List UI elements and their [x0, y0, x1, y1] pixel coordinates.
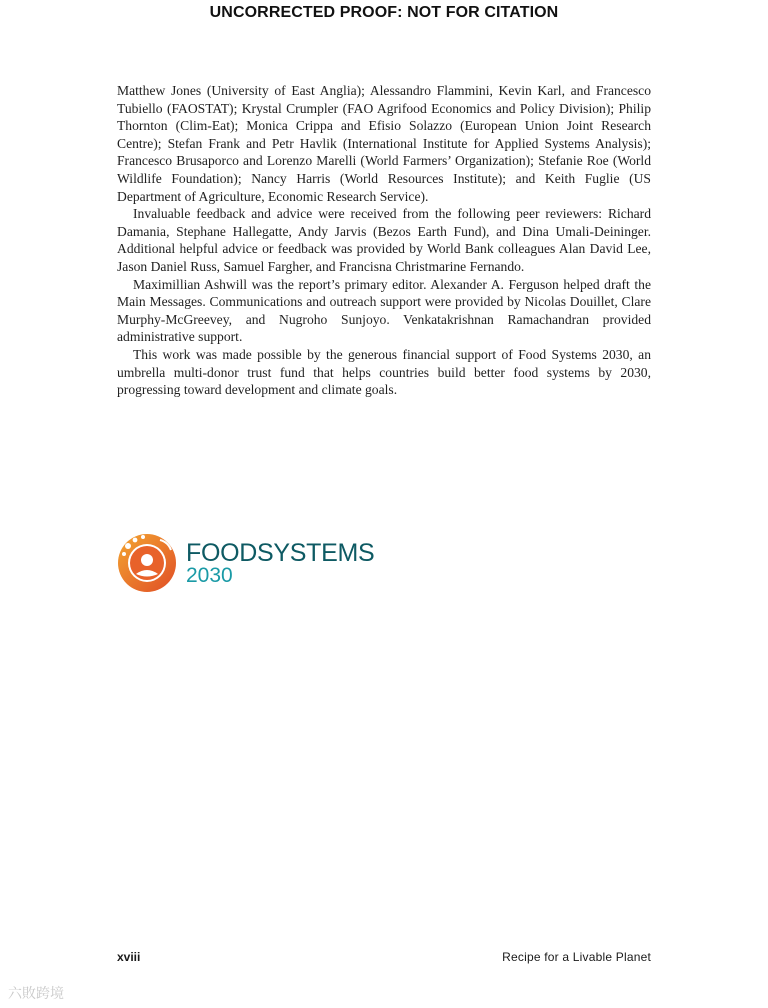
logo-wordmark: FOODSYSTEMS [186, 539, 375, 567]
paragraph-editors: Maximillian Ashwill was the report’s primary editor. Alexander A. Ferguson helped draft the Main Messages. Communications and outreach support were provided by Nicolas Douillet, Clare Murphy-McGreevey, and Nugroho Sunjoyo. Venkatakrishnan Ramachandran provided administrative support. [117, 276, 651, 345]
food-systems-2030-logo [116, 532, 375, 596]
paragraph-contributors: Matthew Jones (University of East Anglia); Alessandro Flammini, Kevin Karl, and Francesco Tubiello (FAOSTAT); Krystal Crumpler (FAO Agrifood Economics and Policy Division); Philip Thornton (Clim-Eat); Monica Crippa and Efisio Solazzo (European Union Joint Research Centre); Stefan Frank and Petr Havlik (International Institute for Applied Systems Analysis); Francesco Brusaporco and Lorenzo Marelli (World Farmers’ Organization); Stefanie Roe (World Wildlife Foundation); Nancy Harris (World Resources Institute); and Keith Fuglie (US Department of Agriculture, Economic Research Service). [117, 83, 651, 204]
food-systems-logo-icon [116, 532, 178, 594]
paragraph-peer-reviewers: Invaluable feedback and advice were received from the following peer reviewers: Richard Damania, Stephane Hallegatte, Andy Jarvis (Bezos Earth Fund), and Dina Umali-Deininger. Additional helpful advice or feedback was provided by World Bank colleagues Alan David Lee, Jason Daniel Russ, Samuel Fargher, and Francisna Christmarine Fernando. [117, 206, 651, 274]
running-title: Recipe for a Livable Planet [502, 950, 651, 964]
acknowledgments-text [117, 82, 651, 399]
page-number: xviii [117, 950, 141, 964]
proof-notice: UNCORRECTED PROOF: NOT FOR CITATION [209, 4, 559, 21]
watermark: 六敗跨境 [8, 986, 64, 1002]
logo-year: 2030 [186, 564, 233, 587]
paragraph-funding: This work was made possible by the generous financial support of Food Systems 2030, an umbrella multi-donor trust fund that helps countries build better food systems by 2030, progressing toward development and climate goals. [117, 346, 651, 398]
